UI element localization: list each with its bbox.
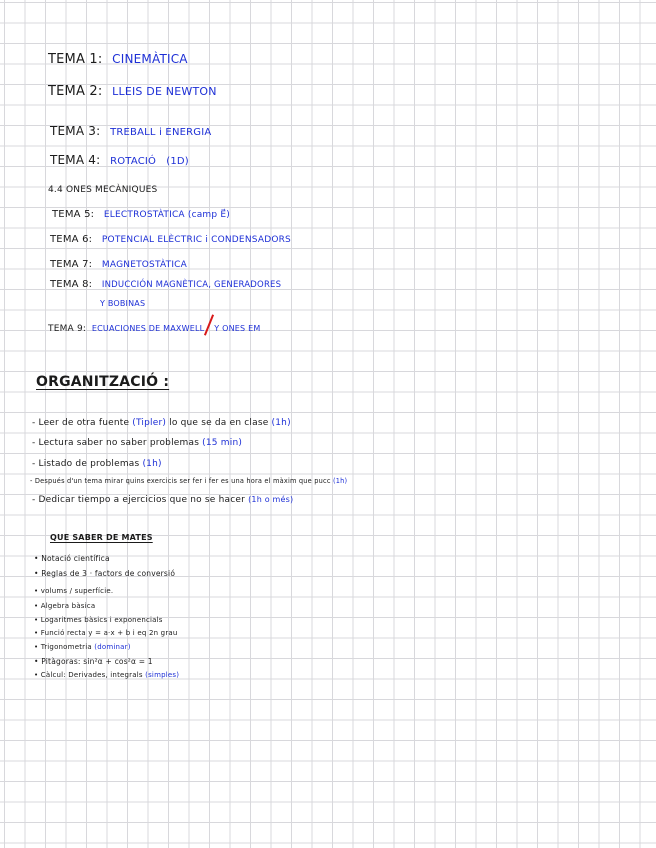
tema-title-after: Y ONES EM (214, 324, 261, 333)
mates-item-3 (34, 583, 113, 596)
organitzacio-item-1 (32, 415, 291, 428)
tema-7 (50, 257, 187, 270)
tema-label: TEMA 1: (48, 52, 103, 67)
mates-item-text: • volums / superfície. (34, 587, 114, 595)
organitzacio-item-5 (32, 492, 293, 505)
item-text: - Dedicar tiempo a ejercicios que no se hacer (32, 495, 249, 505)
mates-item-text: • Càlcul: Derivades, integrals (34, 671, 146, 679)
tema-8 (50, 277, 281, 290)
item-blue: (1h) (332, 477, 348, 485)
section-heading: ORGANITZACIÓ : (36, 374, 170, 390)
tema-label: TEMA 4: (50, 153, 101, 167)
mates-item-blue: (dominar) (94, 643, 131, 651)
section-subheading: QUE SABER DE MATES (50, 533, 153, 542)
tema-6 (50, 232, 291, 245)
tema-3 (50, 124, 211, 138)
tema-title: MAGNETOSTÀTICA (101, 260, 188, 270)
tema-label: TEMA 8: (50, 279, 93, 290)
mates-item-1 (34, 551, 110, 564)
tema-label: TEMA 2: (48, 84, 103, 99)
item-text: - Leer de otra fuente (32, 418, 133, 428)
tema-9 (48, 317, 260, 339)
item-text: lo que se da en clase (166, 418, 272, 428)
mates-item-text: • Trigonometria (34, 643, 95, 651)
tema-1 (48, 52, 188, 67)
item-text: - Listado de problemas (32, 459, 143, 469)
organitzacio-item-3 (32, 456, 162, 469)
tema-title: CINEMÀTICA (112, 52, 188, 66)
tema-label: TEMA 7: (50, 259, 93, 270)
tema-title: LLEIS DE NEWTON (112, 85, 217, 98)
mates-item-2 (34, 566, 175, 579)
mates-item-blue: (simples) (145, 671, 180, 679)
tema-label: TEMA 3: (50, 124, 101, 138)
organitzacio-item-4 (30, 473, 347, 486)
item-blue: (1h) (271, 418, 291, 428)
item-blue: (1h) (142, 459, 162, 469)
tema-2 (48, 84, 217, 99)
tema-title: INDUCCIÓN MAGNÈTICA, GENERADORES (101, 280, 282, 290)
tema-4 (50, 153, 189, 167)
mates-item-text: • Pitàgoras: sin²α + cos²α = 1 (34, 657, 153, 666)
tema-title: ELECTROSTÀTICA (camp E⃗) (103, 210, 230, 220)
tema-label: TEMA 9: (48, 324, 87, 334)
organitzacio-item-2 (32, 435, 242, 448)
mates-item-9 (34, 667, 179, 680)
subtema-title: 4.4 ONES MECÀNIQUES (48, 185, 158, 195)
tema-8-line2 (100, 296, 145, 309)
mates-item-8 (34, 654, 153, 667)
mates-item-6 (34, 625, 178, 638)
tema-5 (52, 207, 230, 220)
mates-item-text: • Algebra bàsica (34, 602, 96, 610)
item-text: - Después d'un tema mirar quins exercicis ser fer i fer es una hora el màxim que pucc (30, 477, 333, 485)
tema-title: ROTACIÓ (1D) (110, 156, 189, 167)
mates-heading (50, 530, 153, 543)
tema-4-4 (48, 182, 157, 195)
mates-item-text: • Funció recta y = a·x + b i eq 2n grau (34, 629, 178, 637)
tema-label: TEMA 5: (52, 209, 95, 220)
tema-title: POTENCIAL ELÈCTRIC i CONDENSADORS (101, 235, 291, 245)
mates-item-5 (34, 612, 163, 625)
tema-title: ECUACIONES DE MAXWELL (91, 324, 205, 333)
mates-item-7 (34, 639, 131, 652)
organitzacio-heading (36, 374, 169, 390)
tema-title-continued: Y BOBINAS (100, 299, 146, 308)
strike-mark (204, 314, 214, 335)
mates-item-text: • Reglas de 3 · factors de conversió (34, 569, 176, 578)
item-blue: (Tipler) (132, 418, 167, 428)
item-text: - Lectura saber no saber problemas (32, 438, 203, 448)
mates-item-text: • Logaritmes bàsics i exponencials (34, 616, 163, 624)
mates-item-text: • Notació científica (34, 554, 110, 563)
tema-label: TEMA 6: (50, 234, 93, 245)
mates-item-4 (34, 598, 95, 611)
tema-title: TREBALL i ENERGIA (110, 127, 212, 138)
item-blue: (15 min) (202, 438, 243, 448)
item-blue: (1h o més) (248, 495, 294, 504)
